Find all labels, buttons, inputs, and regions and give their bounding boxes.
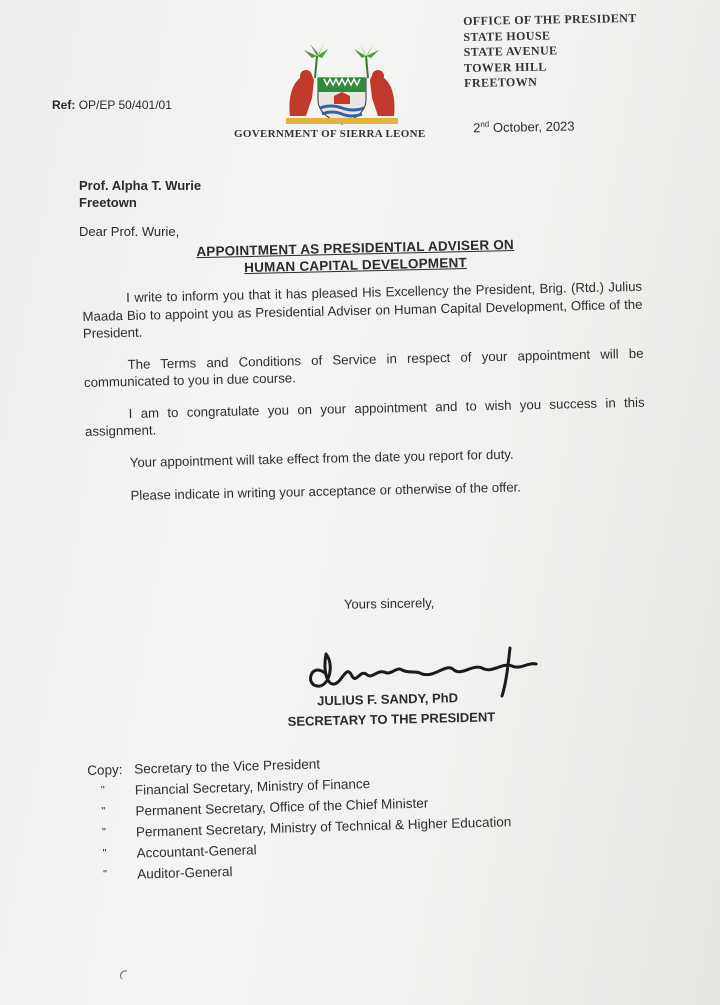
ref-label: Ref: — [52, 98, 76, 112]
letter-body — [82, 278, 647, 522]
copy-recipient: Accountant-General — [136, 842, 257, 861]
signer-block — [287, 687, 495, 732]
copy-recipient: Financial Secretary, Ministry of Finance — [134, 776, 371, 798]
closing: Yours sincerely, — [343, 595, 435, 612]
paragraph: Your appointment will take effect from the date you report for duty. — [129, 446, 514, 470]
coat-of-arms-icon — [282, 38, 402, 128]
ditto-mark: " — [102, 847, 107, 860]
subject-heading — [160, 235, 551, 278]
paragraph: The Terms and Conditions of Service in respect of your appointment will be communicated to you in due course. — [83, 345, 644, 390]
paragraph: Please indicate in writing your acceptance or otherwise of the offer. — [130, 479, 522, 503]
government-name: GOVERNMENT OF SIERRA LEONE — [234, 128, 426, 140]
ditto-mark: " — [103, 868, 108, 881]
copy-recipient: Secretary to the Vice President — [134, 756, 321, 777]
ref-value: OP/EP 50/401/01 — [78, 98, 172, 112]
address-line: TOWER HILL — [463, 59, 547, 75]
salutation: Dear Prof. Wurie, — [79, 224, 180, 239]
office-address — [463, 11, 638, 92]
address-line: STATE AVENUE — [463, 43, 558, 59]
pen-mark-icon — [117, 968, 131, 982]
recipient-block — [79, 177, 201, 211]
address-line: FREETOWN — [464, 74, 538, 90]
copy-recipient: Permanent Secretary, Ministry of Technical & Higher Education — [135, 814, 512, 840]
address-line: STATE HOUSE — [463, 27, 551, 44]
ditto-mark: " — [101, 805, 106, 818]
paragraph: I write to inform you that it has pleased His Excellency the President, Brig. (Rtd.) Julius Maada Bio to appoint you as Presidential Adviser on Human Capital Development, Office of the President. — [82, 278, 643, 341]
copy-label: Copy: — [87, 762, 123, 778]
copy-recipient: Auditor-General — [136, 863, 233, 882]
ditto-mark: " — [100, 784, 105, 797]
recipient-name: Prof. Alpha T. Wurie — [79, 178, 202, 193]
subject-line: APPOINTMENT AS PRESIDENTIAL ADVISER ON — [196, 236, 515, 260]
reference — [52, 98, 172, 112]
paragraph: I am to congratulate you on your appointment and to wish you success in this assignment. — [84, 394, 645, 439]
signer-title: SECRETARY TO THE PRESIDENT — [287, 709, 496, 729]
signer-name: JULIUS F. SANDY, PhD — [317, 690, 459, 709]
copy-list — [87, 748, 513, 886]
copy-recipient: Permanent Secretary, Office of the Chief Minister — [135, 795, 429, 819]
address-line: OFFICE OF THE PRESIDENT — [463, 10, 637, 28]
letter-date: 2nd October, 2023 — [473, 118, 575, 136]
subject-line: HUMAN CAPITAL DEVELOPMENT — [243, 255, 468, 276]
recipient-city: Freetown — [79, 195, 137, 210]
ditto-mark: " — [101, 826, 107, 839]
